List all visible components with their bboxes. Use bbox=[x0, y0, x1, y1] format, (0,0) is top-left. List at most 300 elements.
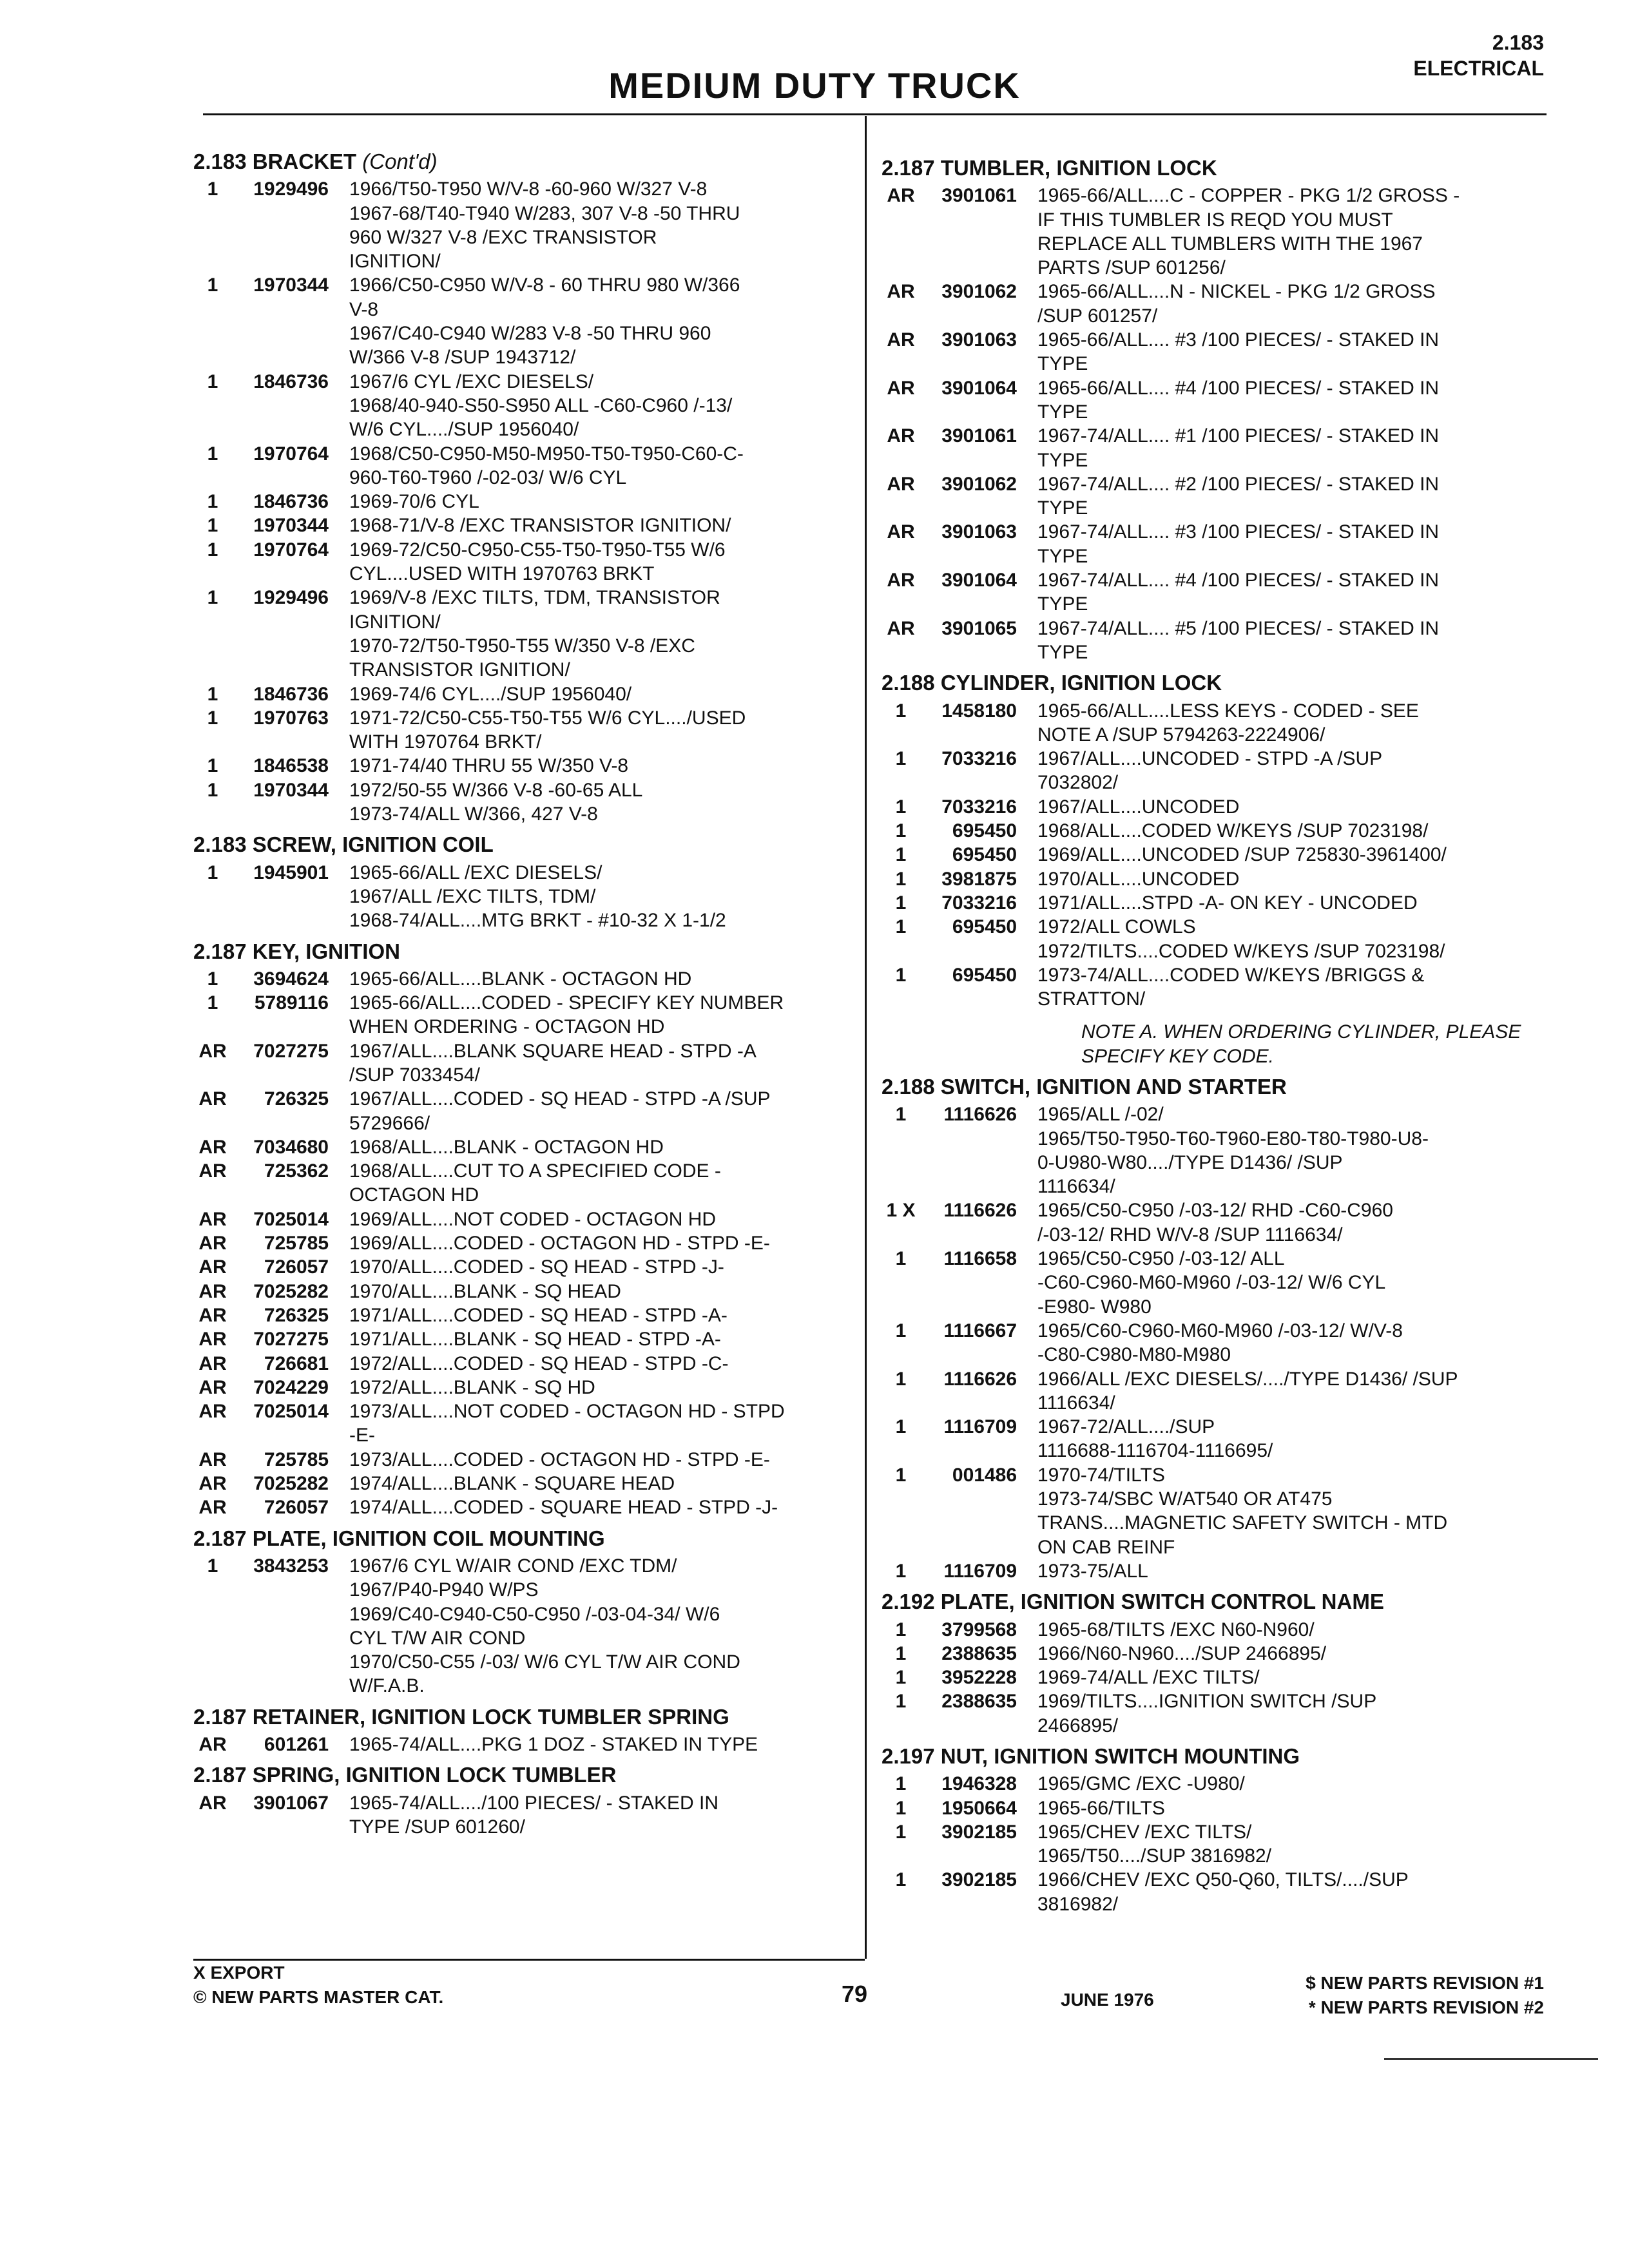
section-heading-text: 2.187 RETAINER, IGNITION LOCK TUMBLER SPRING bbox=[193, 1704, 729, 1729]
quantity: AR bbox=[198, 1040, 227, 1062]
quantity: 1 bbox=[895, 964, 907, 986]
quantity: 1 bbox=[895, 1821, 907, 1843]
part-description: 1965/ALL /-02/ 1965/T50-T950-T60-T960-E80-T80-T980-U8- 0-U980-W80..../TYPE D1436/ /SUP 1116634/ bbox=[1037, 1104, 1429, 1198]
copyright: © NEW PARTS MASTER CAT. bbox=[193, 1987, 444, 2007]
part-entry bbox=[882, 1319, 1545, 1367]
part-description: 1972/ALL COWLS 1972/TILTS....CODED W/KEYS /SUP 7023198/ bbox=[1037, 916, 1445, 962]
quantity: 1 bbox=[207, 491, 218, 513]
quantity: 1 bbox=[207, 274, 218, 296]
part-number: 1116667 bbox=[943, 1320, 1017, 1341]
quantity: 1 bbox=[895, 1797, 907, 1819]
quantity: 1 bbox=[895, 1104, 907, 1126]
part-description: 1968/C50-C950-M50-M950-T50-T950-C60-C- 960-T60-T960 /-02-03/ W/6 CYL bbox=[349, 443, 744, 488]
section-heading-text: 2.188 SWITCH, IGNITION AND STARTER bbox=[882, 1074, 1287, 1099]
quantity: AR bbox=[887, 570, 915, 591]
quantity: AR bbox=[198, 1448, 227, 1470]
quantity: 1 bbox=[895, 844, 907, 866]
part-number: 1970344 bbox=[253, 779, 329, 801]
part-number: 1929496 bbox=[253, 178, 329, 200]
quantity: AR bbox=[198, 1376, 227, 1398]
column-divider bbox=[865, 116, 867, 1959]
part-entry bbox=[882, 915, 1545, 963]
part-entry bbox=[882, 1463, 1545, 1559]
part-entry bbox=[193, 706, 863, 754]
quantity: 1 bbox=[207, 861, 218, 883]
quantity: AR bbox=[887, 185, 915, 207]
part-description: 1967-74/ALL.... #5 /100 PIECES/ - STAKED IN TYPE bbox=[1037, 617, 1440, 663]
part-number: 7034680 bbox=[253, 1136, 329, 1158]
quantity: AR bbox=[887, 329, 915, 351]
part-description: 1966/C50-C950 W/V-8 - 60 THRU 980 W/366 V-8 1967/C40-C940 W/283 V-8 -50 THRU 960 W/366 V-8 /SUP 1943712/ bbox=[349, 274, 740, 369]
quantity: 1 bbox=[207, 683, 218, 705]
part-description: 1966/CHEV /EXC Q50-Q60, TILTS/..../SUP 3816982/ bbox=[1037, 1869, 1409, 1915]
part-number: 1929496 bbox=[253, 587, 329, 609]
part-number: 2388635 bbox=[941, 1642, 1017, 1664]
part-entry bbox=[193, 1472, 863, 1495]
section-heading-text: 2.187 KEY, IGNITION bbox=[193, 939, 400, 963]
quantity: 1 bbox=[895, 1320, 907, 1341]
part-description: 1967/ALL....BLANK SQUARE HEAD - STPD -A /SUP 7033454/ bbox=[349, 1040, 757, 1086]
part-description: 1969-70/6 CYL bbox=[349, 491, 479, 513]
quantity: 1 bbox=[207, 539, 218, 561]
part-description: 1970/ALL....UNCODED bbox=[1037, 868, 1240, 890]
part-description: 1965-66/ALL....CODED - SPECIFY KEY NUMBER WHEN ORDERING - OCTAGON HD bbox=[349, 992, 784, 1038]
part-entry bbox=[193, 778, 863, 827]
part-number: 1970764 bbox=[253, 539, 329, 561]
part-number: 7033216 bbox=[941, 796, 1017, 818]
quantity: AR bbox=[887, 473, 915, 495]
part-number: 726681 bbox=[264, 1352, 329, 1374]
part-description: 1971/ALL....STPD -A- ON KEY - UNCODED bbox=[1037, 892, 1418, 914]
quantity: 1 X bbox=[886, 1200, 916, 1222]
quantity: AR bbox=[198, 1401, 227, 1423]
part-number: 1846736 bbox=[253, 491, 329, 513]
part-number: 1116626 bbox=[943, 1368, 1017, 1390]
part-entry bbox=[193, 754, 863, 778]
part-description: 1972/50-55 W/366 V-8 -60-65 ALL 1973-74/ALL W/366, 427 V-8 bbox=[349, 779, 643, 825]
part-number: 1970763 bbox=[253, 707, 329, 729]
part-number: 3901063 bbox=[941, 329, 1017, 351]
section-heading bbox=[193, 1526, 863, 1550]
part-number: 3902185 bbox=[941, 1869, 1017, 1891]
part-description: 1972/ALL....BLANK - SQ HD bbox=[349, 1376, 595, 1398]
part-number: 726057 bbox=[264, 1497, 329, 1519]
part-entry bbox=[882, 1772, 1545, 1796]
part-number: 1950664 bbox=[941, 1797, 1017, 1819]
part-entry bbox=[882, 1367, 1545, 1416]
quantity: AR bbox=[198, 1792, 227, 1814]
quantity: AR bbox=[198, 1280, 227, 1302]
part-entry bbox=[193, 1159, 863, 1207]
part-description: 1967-72/ALL..../SUP 1116688-1116704-1116695/ bbox=[1037, 1416, 1273, 1462]
quantity: AR bbox=[887, 425, 915, 447]
part-entry bbox=[882, 184, 1545, 280]
quantity: 1 bbox=[895, 1619, 907, 1640]
part-entry bbox=[193, 1207, 863, 1231]
part-number: 1116626 bbox=[943, 1200, 1017, 1222]
part-number: 1116709 bbox=[943, 1416, 1017, 1438]
part-description: 1967/ALL....UNCODED - STPD -A /SUP 7032802/ bbox=[1037, 748, 1383, 794]
part-description: 1969-74/ALL /EXC TILTS/ bbox=[1037, 1667, 1260, 1689]
part-number: 7027275 bbox=[253, 1040, 329, 1062]
part-number: 601261 bbox=[264, 1734, 329, 1755]
part-description: 1967/6 CYL W/AIR COND /EXC TDM/ 1967/P40-P940 W/PS 1969/C40-C940-C50-C950 /-03-04-34/ W/6 CYL T/W AIR COND 1970/C50-C55 /-03/ W/6 CYL T/W AIR COND W/F.A.B. bbox=[349, 1555, 740, 1697]
part-number: 7024229 bbox=[253, 1376, 329, 1398]
quantity: 1 bbox=[895, 748, 907, 770]
part-entry bbox=[882, 1689, 1545, 1738]
part-description: 1965-66/ALL.... #4 /100 PIECES/ - STAKED IN TYPE bbox=[1037, 377, 1440, 423]
part-description: 1973/ALL....NOT CODED - OCTAGON HD - STPD -E- bbox=[349, 1401, 785, 1446]
part-description: 1974/ALL....BLANK - SQUARE HEAD bbox=[349, 1473, 675, 1495]
quantity: AR bbox=[198, 1208, 227, 1230]
part-description: 1965-66/ALL....LESS KEYS - CODED - SEE NOTE A /SUP 5794263-2224906/ bbox=[1037, 700, 1419, 745]
part-entry bbox=[193, 967, 863, 991]
part-number: 726325 bbox=[264, 1304, 329, 1326]
quantity: 1 bbox=[895, 916, 907, 938]
footer-rule bbox=[193, 1959, 865, 1961]
part-number: 1116658 bbox=[943, 1248, 1017, 1270]
part-number: 3952228 bbox=[941, 1667, 1017, 1689]
part-entry bbox=[882, 843, 1545, 867]
part-entry bbox=[193, 1135, 863, 1159]
part-description: 1969-72/C50-C950-C55-T50-T950-T55 W/6 CYL....USED WITH 1970763 BRKT bbox=[349, 539, 726, 585]
part-description: 1971-74/40 THRU 55 W/350 V-8 bbox=[349, 755, 629, 777]
part-number: 1846736 bbox=[253, 683, 329, 705]
part-description: 1969/V-8 /EXC TILTS, TDM, TRANSISTOR IGNITION/ 1970-72/T50-T950-T55 W/350 V-8 /EXC TRANSISTOR IGNITION/ bbox=[349, 587, 720, 681]
part-entry bbox=[193, 586, 863, 682]
part-description: 1966/T50-T950 W/V-8 -60-960 W/327 V-8 1967-68/T40-T940 W/283, 307 V-8 -50 THRU 960 W/327 V-8 /EXC TRANSISTOR IGNITION/ bbox=[349, 178, 740, 273]
quantity: 1 bbox=[207, 755, 218, 777]
part-number: 695450 bbox=[952, 964, 1017, 986]
part-entry bbox=[882, 1618, 1545, 1642]
quantity: 1 bbox=[895, 1560, 907, 1582]
part-entry bbox=[882, 568, 1545, 617]
part-number: 3901062 bbox=[941, 281, 1017, 303]
part-number: 726057 bbox=[264, 1256, 329, 1278]
part-entry bbox=[882, 699, 1545, 747]
part-entry bbox=[193, 1255, 863, 1279]
part-description: 1965/C50-C950 /-03-12/ RHD -C60-C960 /-03-12/ RHD W/V-8 /SUP 1116634/ bbox=[1037, 1200, 1393, 1245]
part-description: 1965-68/TILTS /EXC N60-N960/ bbox=[1037, 1619, 1315, 1640]
part-entry bbox=[193, 1791, 863, 1840]
part-number: 1946328 bbox=[941, 1773, 1017, 1795]
part-entry bbox=[193, 370, 863, 442]
section-heading-text: 2.183 SCREW, IGNITION COIL bbox=[193, 832, 494, 857]
part-entry bbox=[882, 520, 1545, 568]
quantity: AR bbox=[198, 1136, 227, 1158]
section-heading-text: 2.187 PLATE, IGNITION COIL MOUNTING bbox=[193, 1526, 605, 1550]
quantity: 1 bbox=[207, 443, 218, 465]
quantity: AR bbox=[198, 1256, 227, 1278]
part-description: 1965-66/ALL.... #3 /100 PIECES/ - STAKED IN TYPE bbox=[1037, 329, 1440, 375]
part-number: 3843253 bbox=[253, 1555, 329, 1577]
part-entry bbox=[193, 1495, 863, 1519]
part-number: 726325 bbox=[264, 1088, 329, 1110]
part-description: 1966/ALL /EXC DIESELS/..../TYPE D1436/ /SUP 1116634/ bbox=[1037, 1368, 1458, 1414]
bottom-rule bbox=[1384, 2058, 1598, 2060]
part-description: 1965/C50-C950 /-03-12/ ALL -C60-C960-M60-M960 /-03-12/ W/6 CYL -E980- W980 bbox=[1037, 1248, 1386, 1318]
part-description: 1969/TILTS....IGNITION SWITCH /SUP 2466895/ bbox=[1037, 1691, 1377, 1736]
part-entry bbox=[193, 861, 863, 933]
part-entry bbox=[882, 1642, 1545, 1666]
part-number: 1846538 bbox=[253, 755, 329, 777]
part-entry bbox=[882, 747, 1545, 795]
part-number: 7027275 bbox=[253, 1329, 329, 1350]
part-entry bbox=[193, 1733, 863, 1756]
page-number: 79 bbox=[842, 1981, 868, 2007]
part-description: 1971-72/C50-C55-T50-T55 W/6 CYL..../USED WITH 1970764 BRKT/ bbox=[349, 707, 746, 753]
part-entry bbox=[882, 617, 1545, 665]
part-description: 1973-75/ALL bbox=[1037, 1560, 1148, 1582]
part-entry bbox=[882, 795, 1545, 819]
quantity: AR bbox=[198, 1160, 227, 1182]
quantity: AR bbox=[887, 281, 915, 303]
part-entry bbox=[193, 1448, 863, 1472]
part-number: 3901061 bbox=[941, 185, 1017, 207]
part-number: 3901067 bbox=[253, 1792, 329, 1814]
quantity: AR bbox=[198, 1304, 227, 1326]
part-entry bbox=[882, 1198, 1545, 1247]
quantity: 1 bbox=[895, 700, 907, 722]
quantity: 1 bbox=[895, 1667, 907, 1689]
quantity: 1 bbox=[895, 1773, 907, 1795]
part-description: 1968/ALL....BLANK - OCTAGON HD bbox=[349, 1136, 664, 1158]
part-entry bbox=[193, 682, 863, 706]
section-heading bbox=[193, 832, 863, 856]
part-number: 1116626 bbox=[943, 1104, 1017, 1126]
revision-2: * NEW PARTS REVISION #2 bbox=[1308, 1997, 1544, 2017]
quantity: 1 bbox=[895, 796, 907, 818]
part-number: 1846736 bbox=[253, 370, 329, 392]
part-description: 1967-74/ALL.... #4 /100 PIECES/ - STAKED IN TYPE bbox=[1037, 570, 1440, 615]
quantity: 1 bbox=[207, 968, 218, 990]
part-description: 1967/ALL....UNCODED bbox=[1037, 796, 1240, 818]
part-entry bbox=[193, 1303, 863, 1327]
part-number: 3799568 bbox=[941, 1619, 1017, 1640]
quantity: 1 bbox=[895, 1691, 907, 1713]
part-number: 7025014 bbox=[253, 1401, 329, 1423]
section-heading bbox=[882, 156, 1545, 180]
part-description: 1965-74/ALL..../100 PIECES/ - STAKED IN TYPE /SUP 601260/ bbox=[349, 1792, 719, 1838]
part-number: 725362 bbox=[264, 1160, 329, 1182]
part-entry bbox=[882, 328, 1545, 376]
part-entry bbox=[193, 177, 863, 273]
quantity: 1 bbox=[895, 892, 907, 914]
export-note: X EXPORT bbox=[193, 1963, 285, 1983]
right-column bbox=[882, 156, 1545, 1916]
quantity: 1 bbox=[207, 587, 218, 609]
header-rule bbox=[203, 113, 1547, 115]
part-entry bbox=[882, 280, 1545, 328]
section-heading-text: 2.187 TUMBLER, IGNITION LOCK bbox=[882, 156, 1217, 180]
part-description: 1969/ALL....UNCODED /SUP 725830-3961400/ bbox=[1037, 844, 1447, 866]
part-description: 1971/ALL....BLANK - SQ HEAD - STPD -A- bbox=[349, 1329, 721, 1350]
part-number: 695450 bbox=[952, 820, 1017, 842]
publication-date: JUNE 1976 bbox=[1061, 1990, 1154, 2010]
quantity: AR bbox=[198, 1497, 227, 1519]
section-heading bbox=[882, 1744, 1545, 1768]
section-number: 2.183 bbox=[1492, 31, 1544, 54]
part-number: 3981875 bbox=[941, 868, 1017, 890]
part-entry bbox=[193, 1376, 863, 1399]
section-heading bbox=[193, 149, 863, 173]
section-heading bbox=[882, 671, 1545, 695]
quantity: 1 bbox=[895, 868, 907, 890]
part-number: 3902185 bbox=[941, 1821, 1017, 1843]
part-description: 1967-74/ALL.... #1 /100 PIECES/ - STAKED IN TYPE bbox=[1037, 425, 1440, 471]
quantity: 1 bbox=[895, 1248, 907, 1270]
page-title: MEDIUM DUTY TRUCK bbox=[608, 65, 1021, 106]
part-entry bbox=[882, 867, 1545, 891]
part-entry bbox=[882, 1868, 1545, 1916]
part-description: 1969/ALL....CODED - OCTAGON HD - STPD -E- bbox=[349, 1233, 770, 1254]
part-number: 1116709 bbox=[943, 1560, 1017, 1582]
part-number: 725785 bbox=[264, 1448, 329, 1470]
part-number: 3901061 bbox=[941, 425, 1017, 447]
part-description: 1968/ALL....CUT TO A SPECIFIED CODE - OCTAGON HD bbox=[349, 1160, 721, 1206]
quantity: 1 bbox=[207, 992, 218, 1014]
part-number: 1970344 bbox=[253, 515, 329, 537]
part-number: 695450 bbox=[952, 844, 1017, 866]
section-note: NOTE A. WHEN ORDERING CYLINDER, PLEASE SPECIFY KEY CODE. bbox=[1081, 1021, 1521, 1067]
quantity: 1 bbox=[207, 370, 218, 392]
part-description: 1965/CHEV /EXC TILTS/ 1965/T50..../SUP 3816982/ bbox=[1037, 1821, 1272, 1867]
part-description: 1967-74/ALL.... #2 /100 PIECES/ - STAKED IN TYPE bbox=[1037, 473, 1440, 519]
part-description: 1970/ALL....CODED - SQ HEAD - STPD -J- bbox=[349, 1256, 724, 1278]
part-description: 1966/N60-N960..../SUP 2466895/ bbox=[1037, 1642, 1327, 1664]
part-description: 1967/6 CYL /EXC DIESELS/ 1968/40-940-S50-S950 ALL -C60-C960 /-13/ W/6 CYL..../SUP 1956040/ bbox=[349, 370, 733, 441]
part-entry bbox=[882, 472, 1545, 521]
quantity: 1 bbox=[207, 1555, 218, 1577]
part-number: 1458180 bbox=[941, 700, 1017, 722]
part-entry bbox=[193, 1231, 863, 1255]
section-heading bbox=[193, 939, 863, 963]
quantity: AR bbox=[198, 1352, 227, 1374]
section-heading bbox=[882, 1590, 1545, 1613]
part-description: 1969-74/6 CYL..../SUP 1956040/ bbox=[349, 683, 632, 705]
part-entry bbox=[193, 1352, 863, 1376]
part-entry bbox=[882, 963, 1545, 1012]
part-number: 725785 bbox=[264, 1233, 329, 1254]
part-description: 1965/C60-C960-M60-M960 /-03-12/ W/V-8 -C80-C980-M80-M980 bbox=[1037, 1320, 1403, 1366]
part-entry bbox=[193, 273, 863, 369]
part-description: 1968/ALL....CODED W/KEYS /SUP 7023198/ bbox=[1037, 820, 1429, 842]
part-description: 1965/GMC /EXC -U980/ bbox=[1037, 1773, 1245, 1795]
quantity: 1 bbox=[207, 707, 218, 729]
part-entry bbox=[882, 1247, 1545, 1319]
part-entry bbox=[882, 424, 1545, 472]
part-description: 1971/ALL....CODED - SQ HEAD - STPD -A- bbox=[349, 1304, 728, 1326]
quantity: AR bbox=[198, 1233, 227, 1254]
quantity: 1 bbox=[895, 820, 907, 842]
part-description: 1965-74/ALL....PKG 1 DOZ - STAKED IN TYPE bbox=[349, 1734, 758, 1755]
part-entry bbox=[882, 819, 1545, 843]
section-name: ELECTRICAL bbox=[1413, 57, 1544, 80]
part-entry bbox=[882, 1102, 1545, 1198]
section-heading-text: 2.187 SPRING, IGNITION LOCK TUMBLER bbox=[193, 1763, 617, 1787]
part-entry bbox=[882, 1820, 1545, 1869]
quantity: 1 bbox=[207, 779, 218, 801]
section-heading bbox=[882, 1075, 1545, 1099]
quantity: AR bbox=[887, 377, 915, 399]
quantity: AR bbox=[887, 617, 915, 639]
part-entry bbox=[193, 1280, 863, 1303]
part-description: 1965-66/ALL....BLANK - OCTAGON HD bbox=[349, 968, 692, 990]
part-entry bbox=[193, 1087, 863, 1135]
quantity: 1 bbox=[895, 1416, 907, 1438]
part-number: 3694624 bbox=[253, 968, 329, 990]
quantity: AR bbox=[198, 1473, 227, 1495]
part-entry bbox=[882, 1796, 1545, 1820]
part-description: 1973-74/ALL....CODED W/KEYS /BRIGGS & STRATTON/ bbox=[1037, 964, 1425, 1010]
section-heading-continued: (Cont'd) bbox=[362, 149, 438, 173]
part-number: 7033216 bbox=[941, 748, 1017, 770]
quantity: 1 bbox=[895, 1869, 907, 1891]
part-entry bbox=[193, 1554, 863, 1698]
part-description: 1965-66/ALL /EXC DIESELS/ 1967/ALL /EXC TILTS, TDM/ 1968-74/ALL....MTG BRKT - #10-32 X 1-1/2 bbox=[349, 861, 726, 932]
part-description: 1973/ALL....CODED - OCTAGON HD - STPD -E- bbox=[349, 1448, 770, 1470]
part-number: 2388635 bbox=[941, 1691, 1017, 1713]
part-number: 1945901 bbox=[253, 861, 329, 883]
left-column bbox=[193, 149, 863, 1839]
quantity: 1 bbox=[895, 1642, 907, 1664]
part-number: 1970764 bbox=[253, 443, 329, 465]
part-number: 3901064 bbox=[941, 377, 1017, 399]
section-heading bbox=[193, 1763, 863, 1787]
part-entry bbox=[193, 490, 863, 514]
part-number: 695450 bbox=[952, 916, 1017, 938]
part-description: 1967-74/ALL.... #3 /100 PIECES/ - STAKED IN TYPE bbox=[1037, 521, 1440, 567]
part-description: 1968-71/V-8 /EXC TRANSISTOR IGNITION/ bbox=[349, 515, 731, 537]
section-heading-text: 2.188 CYLINDER, IGNITION LOCK bbox=[882, 671, 1222, 695]
part-description: 1972/ALL....CODED - SQ HEAD - STPD -C- bbox=[349, 1352, 729, 1374]
section-heading-text: 2.192 PLATE, IGNITION SWITCH CONTROL NAME bbox=[882, 1590, 1384, 1614]
section-heading-text: 2.183 BRACKET bbox=[193, 149, 357, 173]
part-description: 1967/ALL....CODED - SQ HEAD - STPD -A /SUP 5729666/ bbox=[349, 1088, 771, 1134]
part-number: 001486 bbox=[952, 1464, 1017, 1486]
part-description: 1965-66/ALL....N - NICKEL - PKG 1/2 GROSS /SUP 601257/ bbox=[1037, 281, 1436, 327]
revision-1: $ NEW PARTS REVISION #1 bbox=[1306, 1973, 1544, 1993]
section-heading bbox=[193, 1705, 863, 1729]
part-entry bbox=[882, 1415, 1545, 1463]
part-entry bbox=[193, 991, 863, 1039]
part-description: 1969/ALL....NOT CODED - OCTAGON HD bbox=[349, 1208, 717, 1230]
part-number: 7025282 bbox=[253, 1280, 329, 1302]
part-description: 1965-66/TILTS bbox=[1037, 1797, 1165, 1819]
part-entry bbox=[193, 1039, 863, 1088]
part-entry bbox=[193, 442, 863, 490]
part-number: 3901063 bbox=[941, 521, 1017, 543]
quantity: AR bbox=[198, 1329, 227, 1350]
part-entry bbox=[193, 1327, 863, 1351]
section-heading-text: 2.197 NUT, IGNITION SWITCH MOUNTING bbox=[882, 1744, 1300, 1768]
part-number: 3901064 bbox=[941, 570, 1017, 591]
part-number: 7033216 bbox=[941, 892, 1017, 914]
part-entry bbox=[882, 1559, 1545, 1583]
quantity: AR bbox=[887, 521, 915, 543]
part-number: 1970344 bbox=[253, 274, 329, 296]
quantity: AR bbox=[198, 1088, 227, 1110]
part-description: 1965-66/ALL....C - COPPER - PKG 1/2 GROSS - IF THIS TUMBLER IS REQD YOU MUST REPLACE ALL TUMBLERS WITH THE 1967 PARTS /SUP 601256/ bbox=[1037, 185, 1460, 279]
part-description: 1974/ALL....CODED - SQUARE HEAD - STPD -J- bbox=[349, 1497, 778, 1519]
part-entry bbox=[882, 891, 1545, 915]
part-number: 5789116 bbox=[254, 992, 329, 1014]
part-entry bbox=[882, 1666, 1545, 1689]
part-number: 3901065 bbox=[941, 617, 1017, 639]
part-entry bbox=[193, 514, 863, 537]
quantity: 1 bbox=[207, 515, 218, 537]
quantity: AR bbox=[198, 1734, 227, 1755]
